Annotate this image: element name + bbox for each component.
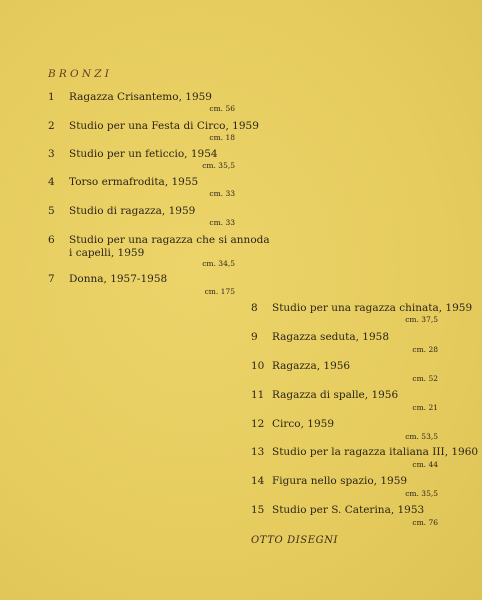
entry-number: 5 [48, 205, 55, 217]
entry-number: 10 [251, 360, 265, 372]
catalog-entry [251, 389, 451, 413]
entry-number: 9 [251, 331, 258, 343]
entry-size: cm. 34,5 [202, 259, 235, 268]
entry-size: cm. 33 [209, 189, 235, 198]
catalog-entry [251, 446, 479, 470]
entry-number: 11 [251, 389, 265, 401]
entry-size: cm. 28 [412, 345, 438, 354]
catalog-entry [48, 176, 243, 200]
catalog-entry [48, 234, 270, 272]
section-heading-bronzi: BRONZI [48, 68, 113, 80]
catalog-entry [48, 273, 243, 297]
entry-number: 4 [48, 176, 55, 188]
entry-number: 7 [48, 273, 55, 285]
entry-title: Figura nello spazio, 1959 [272, 475, 408, 487]
entry-number: 14 [251, 475, 265, 487]
entry-size: cm. 44 [412, 460, 438, 469]
entry-size: cm. 18 [209, 133, 235, 142]
entry-number: 3 [48, 148, 55, 160]
entry-title: Studio per un feticcio, 1954 [69, 148, 218, 160]
entry-title: Studio per una ragazza chinata, 1959 [272, 302, 473, 314]
entry-title: Ragazza di spalle, 1956 [272, 389, 399, 401]
entry-number: 1 [48, 91, 55, 103]
entry-number: 2 [48, 120, 55, 132]
catalog-entry [251, 475, 451, 499]
entry-title: Studio per una Festa di Circo, 1959 [69, 120, 259, 132]
catalog-entry [251, 302, 473, 326]
entry-size: cm. 37,5 [405, 315, 438, 324]
entry-size: cm. 35,5 [202, 161, 235, 170]
entry-size: cm. 33 [209, 218, 235, 227]
entry-number: 13 [251, 446, 265, 458]
entry-number: 8 [251, 302, 258, 314]
catalog-entry [48, 91, 243, 115]
catalog-entry [251, 331, 451, 355]
catalog-entry [48, 120, 259, 144]
catalog-entry [251, 418, 451, 442]
entry-title: Circo, 1959 [272, 418, 335, 430]
entry-title: Studio di ragazza, 1959 [69, 205, 196, 217]
catalog-entry [48, 148, 243, 172]
entry-size: cm. 175 [204, 287, 235, 296]
entry-title: Ragazza Crisantemo, 1959 [69, 91, 212, 103]
entry-size: cm. 56 [209, 104, 235, 113]
entry-size: cm. 53,5 [405, 432, 438, 441]
entry-title: Studio per una ragazza che si annoda i capelli, 1959 [69, 234, 270, 259]
entry-title: Ragazza, 1956 [272, 360, 351, 372]
entry-title: Studio per S. Caterina, 1953 [272, 504, 425, 516]
entry-size: cm. 52 [412, 374, 438, 383]
catalog-entry [48, 205, 243, 229]
entry-size: cm. 35,5 [405, 489, 438, 498]
catalog-entry [251, 360, 451, 384]
entry-number: 15 [251, 504, 265, 516]
entry-number: 6 [48, 234, 55, 246]
entry-title: Torso ermafrodita, 1955 [69, 176, 199, 188]
entry-title: Donna, 1957-1958 [69, 273, 168, 285]
entry-size: cm. 76 [412, 518, 438, 527]
entry-title: Studio per la ragazza italiana III, 1960 [272, 446, 479, 458]
entry-size: cm. 21 [412, 403, 438, 412]
entry-number: 12 [251, 418, 265, 430]
entry-title: Ragazza seduta, 1958 [272, 331, 390, 343]
section-heading-otto-disegni: OTTO DISEGNI [251, 535, 339, 546]
catalog-entry [251, 504, 451, 528]
